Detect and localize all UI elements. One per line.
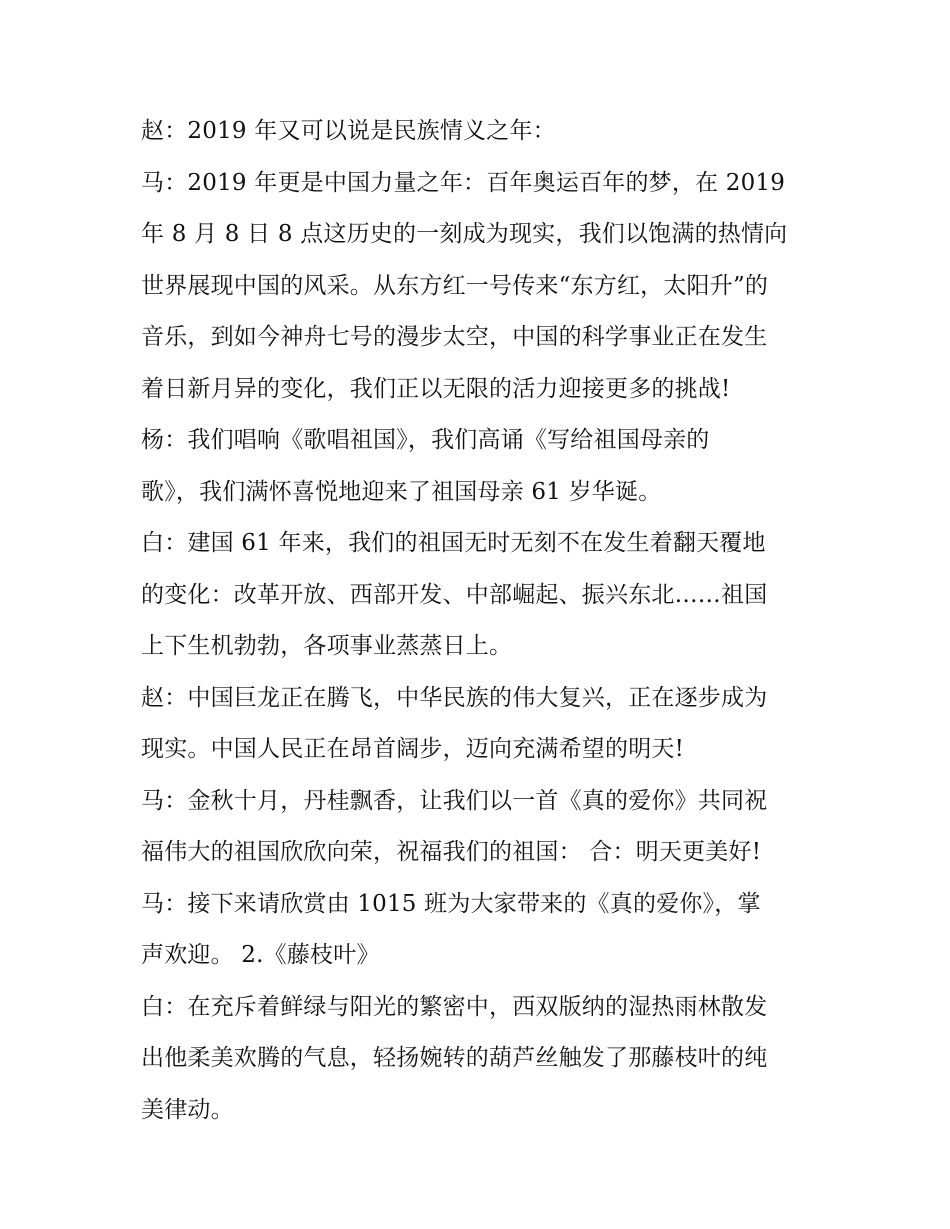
text-line: 马：2019 年更是中国力量之年：百年奥运百年的梦，在 2019 — [141, 169, 786, 196]
text-line: 年 8 月 8 日 8 点这历史的一刻成为现实，我们以饱满的热情向 — [141, 221, 788, 247]
text-line: 白：建国 61 年来，我们的祖国无时无刻不在发生着翻天覆地 — [141, 530, 766, 556]
text-line: 声欢迎。 2.《藤枝叶》 — [141, 942, 380, 968]
text-line: 马：接下来请欣赏由 1015 班为大家带来的《真的爱你》，掌 — [141, 890, 761, 917]
document-body — [141, 106, 821, 1136]
text-line: 现实。中国人民正在昂首阔步，迈向充满希望的明天! — [141, 736, 685, 762]
text-line: 白：在充斥着鲜绿与阳光的繁密中，西双版纳的湿热雨林散发 — [141, 993, 768, 1020]
text-line: 的变化：改革开放、西部开发、中部崛起、振兴东北……祖国 — [141, 581, 768, 608]
text-line: 美律动。 — [141, 1096, 234, 1123]
text-line: 上下生机勃勃，各项事业蒸蒸日上。 — [141, 633, 513, 659]
text-line: 世界展现中国的风采。从东方红一号传来“东方红，太阳升”的 — [141, 272, 769, 299]
text-line: 歌》，我们满怀喜悦地迎来了祖国母亲 61 岁华诞。 — [141, 478, 662, 505]
text-line: 音乐，到如今神舟七号的漫步太空，中国的科学事业正在发生 — [141, 324, 768, 350]
text-line: 赵：中国巨龙正在腾飞，中华民族的伟大复兴，正在逐步成为 — [141, 684, 768, 711]
text-line: 马：金秋十月，丹桂飘香，让我们以一首《真的爱你》共同祝 — [141, 787, 768, 814]
text-line: 杨：我们唱响《歌唱祖国》，我们高诵《写给祖国母亲的 — [141, 427, 710, 453]
text-line: 福伟大的祖国欣欣向荣，祝福我们的祖国： 合：明天更美好! — [141, 839, 762, 865]
text-line: 着日新月异的变化，我们正以无限的活力迎接更多的挑战! — [141, 375, 731, 402]
text-line: 赵：2019 年又可以说是民族情义之年： — [141, 118, 556, 144]
text-line: 出他柔美欢腾的气息，轻扬婉转的葫芦丝触发了那藤枝叶的纯 — [141, 1045, 768, 1071]
